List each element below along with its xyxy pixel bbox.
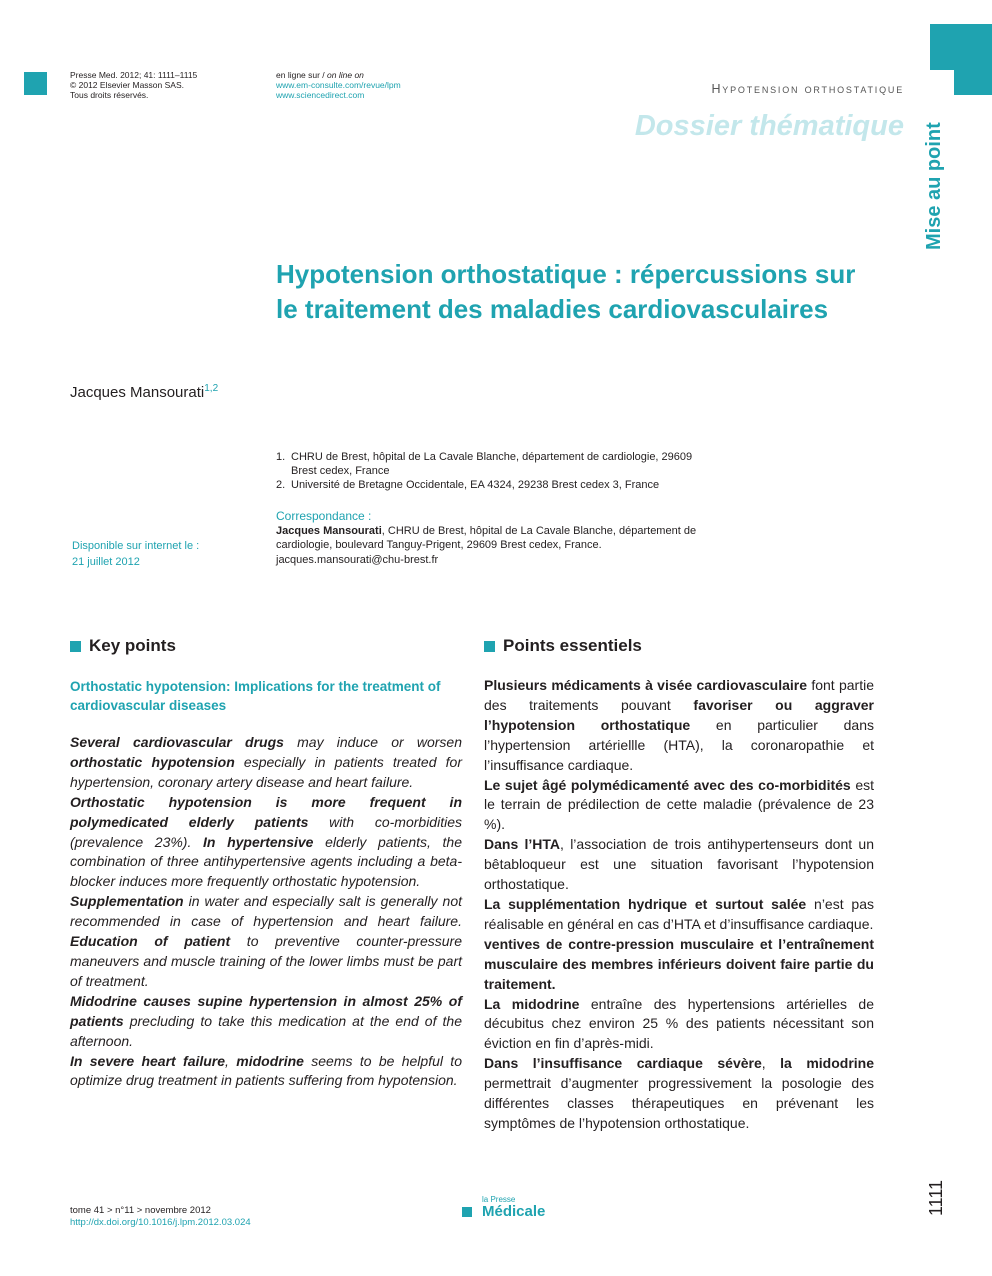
available-online: Disponible sur internet le : 21 juillet 2012 — [72, 540, 200, 568]
paragraph: Supplementation in water and especially salt is generally not recommended in case of hypertension and heart failure. Education of patient to preventive counter-pressure maneuvers and muscle training of the lower limbs must be part of treatment. — [70, 893, 462, 989]
paragraph: Dans l’HTA, l’association de trois antihypertenseurs dont un bêtabloqueur est une situation favorisant l’hypotension orthostatique. — [484, 836, 874, 893]
corner-tab-right-lower — [954, 70, 992, 95]
author: Jacques Mansourati$^{1,2}$ — [70, 383, 219, 401]
journal-logo: la Presse Médicale — [462, 1196, 545, 1219]
bullet-square-icon — [484, 641, 495, 652]
key-points-body — [70, 733, 462, 1091]
corner-tab-right — [930, 24, 992, 70]
paragraph: Orthostatic hypotension is more frequent in polymedicated elderly patients with co-morbidities (prevalence 23%). In hypertensive elderly patients, the combination of three antihypertensive agents including a beta-blocker induces more frequently orthostatic hypotension. — [70, 793, 462, 890]
key-points-subtitle: Orthostatic hypotension: Implications for the treatment of cardiovascular diseases — [70, 679, 441, 713]
running-title: Hypotension orthostatique — [711, 82, 904, 96]
affiliation-item: 2. Université de Bretagne Occidentale, EA 4324, 29238 Brest cedex 3, France — [276, 479, 660, 491]
vertical-tab: Mise au point — [923, 122, 945, 250]
article-title: Hypotension orthostatique : répercussions sur le traitement des maladies cardiovasculaires — [276, 259, 856, 324]
paragraph: In severe heart failure, midodrine seems to be helpful to optimize drug treatment in patients suffering from hypotension. — [70, 1052, 462, 1089]
bullet-square-icon — [70, 641, 81, 652]
journal-info: Presse Med. 2012; 41: 1111–1115 © 2012 Elsevier Masson SAS. Tous droits réservés. — [70, 70, 198, 100]
points-essentiels-heading: Points essentiels — [484, 636, 642, 656]
doi-link[interactable]: http://dx.doi.org/10.1016/j.lpm.2012.03.024 — [70, 1216, 251, 1228]
section-title: Dossier thématique — [634, 110, 904, 142]
logo-square-icon — [462, 1207, 472, 1217]
url-em-consulte[interactable]: www.em-consulte.com/revue/lpm — [276, 80, 401, 90]
paragraph: Dans l’insuffisance cardiaque sévère, la midodrine permettrait d’augmenter progressivement la posologie des différentes classes thérapeutiques en prévenant les symptômes de l’hypotension orthostatique. — [484, 1055, 875, 1131]
affiliation-item: 1. CHRU de Brest, hôpital de La Cavale Blanche, département de cardiologie, 29609 Brest cedex, France — [276, 451, 693, 477]
corner-square-left — [24, 72, 47, 95]
url-sciencedirect[interactable]: www.sciencedirect.com — [276, 90, 365, 100]
paragraph: La midodrine entraîne des hypertensions artérielles de décubitus chez environ 25 % des patients nécessitant son éviction en fin d’après-midi. — [484, 995, 874, 1052]
footer-info: tome 41 > n°11 > novembre 2012 http://dx.doi.org/10.1016/j.lpm.2012.03.024 — [70, 1205, 251, 1228]
page-number: 1111 — [926, 1179, 946, 1216]
paragraph: Plusieurs médicaments à visée cardiovasculaire font partie des traitements pouvant favoriser ou aggraver l’hypotension orthostatique en particulier dans l’hypertension artériellle (HTA), la coronaropathie et l’insuffisance cardiaque. — [484, 677, 874, 773]
points-essentiels-body — [484, 676, 874, 1134]
paragraph: Le sujet âgé polymédicamenté avec des co-morbidités est le terrain de prédilection de cette maladie (prévalence de 23 %). — [484, 776, 874, 833]
key-points-heading: Key points — [70, 636, 176, 656]
online-info: en ligne sur / on line on www.em-consulte.com/revue/lpm www.sciencedirect.com — [276, 70, 401, 100]
correspondence: Correspondance : Jacques Mansourati, CHRU de Brest, hôpital de La Cavale Blanche, département de cardiologie, boulevard Tanguy-Prigent, 29609 Brest cedex, France. jacques.mansourati@chu-brest.fr — [276, 509, 706, 567]
paragraph: Several cardiovascular drugs may induce or worsen orthostatic hypotension especially in patients treated for hypertension, coronary artery disease and heart failure. — [70, 734, 462, 790]
correspondence-email[interactable]: jacques.mansourati@chu-brest.fr — [276, 553, 439, 566]
affiliations — [276, 450, 706, 492]
paragraph: La supplémentation hydrique et surtout salée n’est pas réalisable en général en cas d’HTA et d’insuffisance cardiaque. — [484, 895, 874, 932]
paragraph: Midodrine causes supine hypertension in almost 25% of patients precluding to take this medication at the end of the afternoon. — [70, 992, 462, 1049]
paragraph: ventives de contre-pression musculaire et l’entraînement musculaire des membres inférieurs doivent faire partie du traitement. — [484, 935, 874, 992]
